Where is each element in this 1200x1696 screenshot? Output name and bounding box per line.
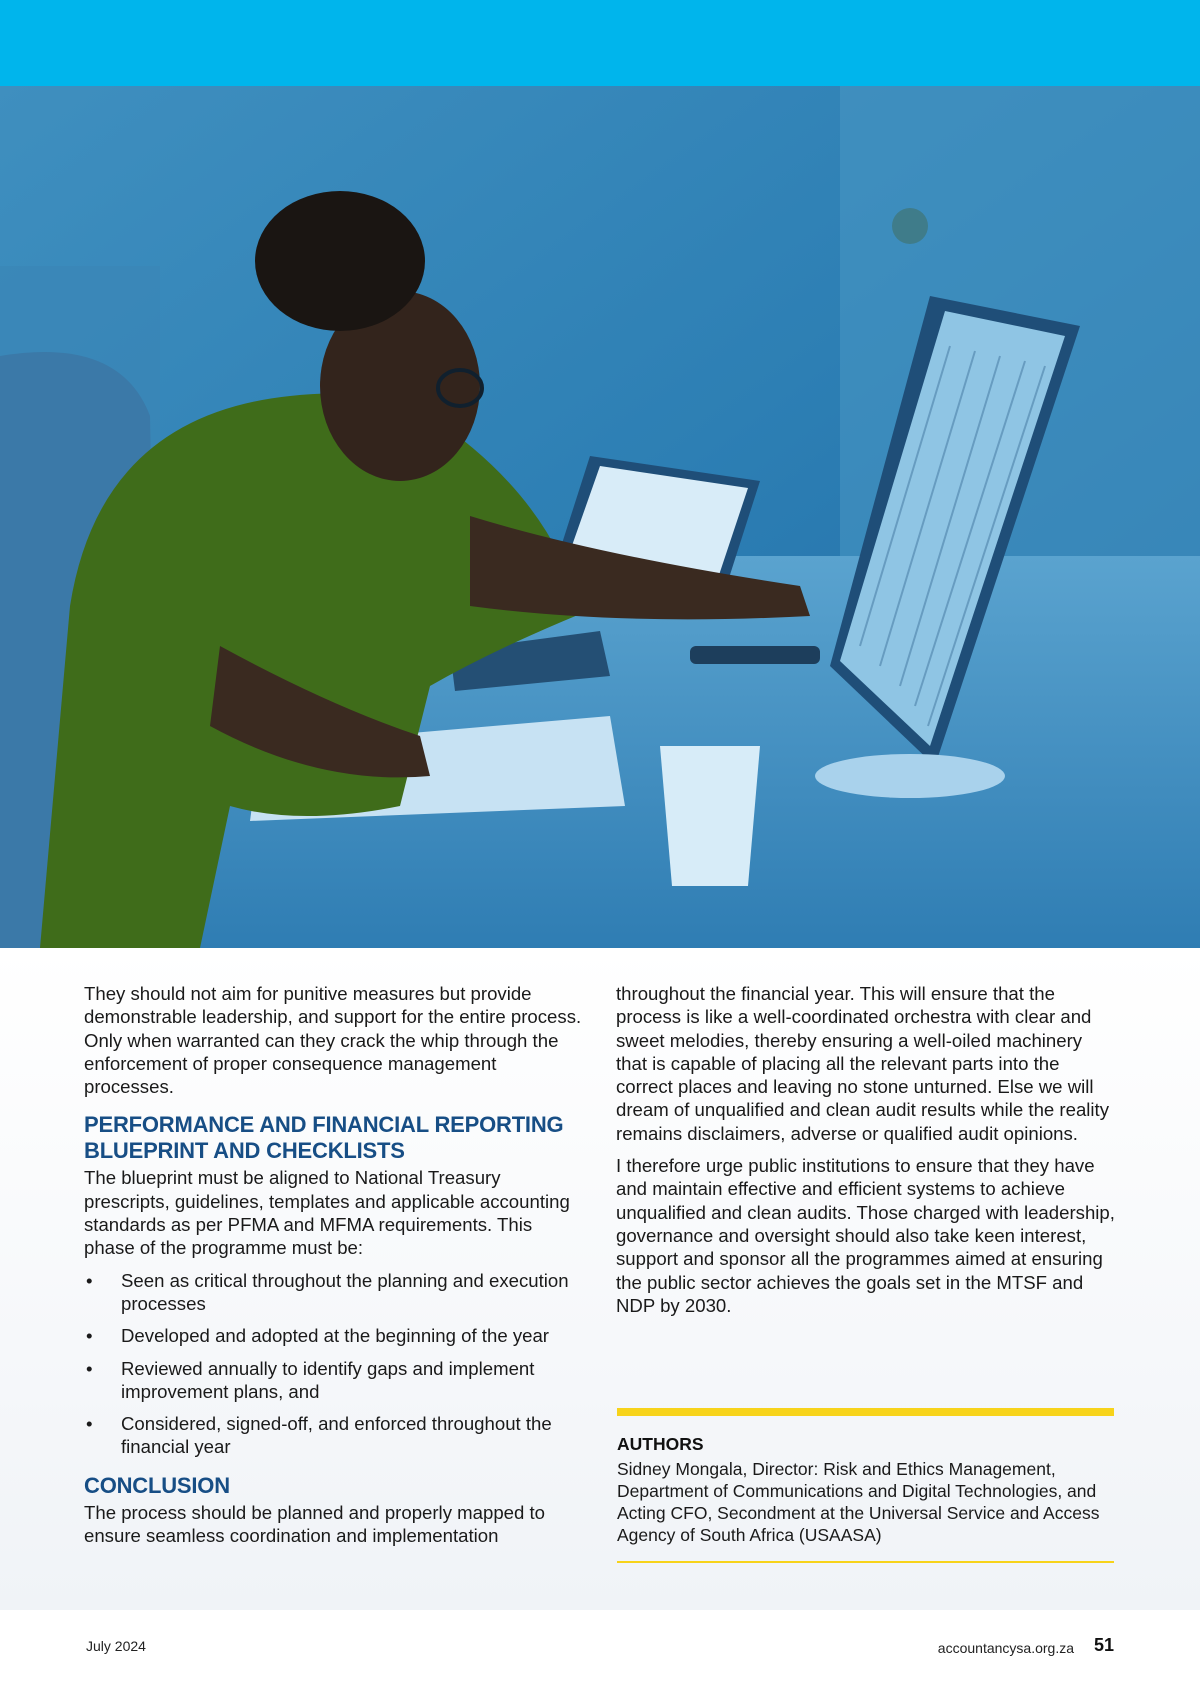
- bullet-icon: •: [86, 1357, 93, 1379]
- left-column: [84, 982, 584, 1556]
- authors-box: [617, 1408, 1114, 1563]
- continuation-paragraph: throughout the financial year. This will ensure that the process is like a well-coordinated orchestra with clear and sweet melodies, thereby ensuring a well-oiled machinery that is capable of placing all the relevant parts into the correct places and leaving no stone unturned. Else we will dream of unqualified and clean audit results while the reality remains disclaimers, adverse or qualified audit opinions.: [616, 983, 1110, 1144]
- blueprint-paragraph: The blueprint must be aligned to National Treasury prescripts, guidelines, templates and applicable accounting standards as per PFMA and MFMA requirements. This phase of the programme must be:: [84, 1167, 570, 1259]
- bullet-icon: •: [86, 1413, 93, 1435]
- page-footer: [0, 1610, 1200, 1696]
- right-column: [616, 982, 1116, 1326]
- authors-text: Sidney Mongala, Director: Risk and Ethics Management, Department of Communications and Digital Technologies, and Acting CFO, Secondment at the Universal Service and Access Agency of South Africa (USAASA): [617, 1459, 1100, 1545]
- list-item: [84, 1357, 584, 1404]
- website-link[interactable]: accountancysa.org.za: [937, 1640, 1074, 1656]
- list-item: [84, 1269, 584, 1316]
- bullet-icon: •: [86, 1325, 93, 1347]
- intro-paragraph: They should not aim for punitive measures but provide demonstrable leadership, and support for the entire process. Only when warranted can they crack the whip through the enforcement of proper consequence management processes.: [84, 983, 582, 1098]
- authors-title: AUTHORS: [617, 1434, 704, 1454]
- section-heading-conclusion: CONCLUSION: [84, 1472, 230, 1498]
- authors-top-rule: [617, 1408, 1114, 1416]
- article-body: [0, 948, 1200, 1610]
- list-item-text: Reviewed annually to identify gaps and implement improvement plans, and: [121, 1357, 535, 1402]
- article-photo: [0, 86, 1200, 948]
- issue-date: July 2024: [86, 1638, 146, 1654]
- list-item: [84, 1324, 584, 1347]
- list-item-text: Considered, signed-off, and enforced throughout the financial year: [121, 1413, 552, 1458]
- top-color-band: [0, 0, 1200, 86]
- section-heading-blueprint: PERFORMANCE AND FINANCIAL REPORTING BLUEPRINT AND CHECKLISTS: [84, 1112, 564, 1164]
- bullet-icon: •: [86, 1269, 93, 1291]
- authors-bottom-rule: [617, 1561, 1114, 1563]
- closing-paragraph: I therefore urge public institutions to ensure that they have and maintain effective and efficient systems to achieve unqualified and clean audits. Those charged with leadership, governance and oversight should also take keen interest, support and sponsor all the programmes aimed at ensuring the public sector achieves the goals set in the MTSF and NDP by 2030.: [616, 1155, 1115, 1316]
- conclusion-paragraph: The process should be planned and properly mapped to ensure seamless coordination and implementation: [84, 1501, 546, 1547]
- blueprint-bullet-list: [84, 1269, 584, 1459]
- list-item: [84, 1412, 584, 1459]
- page-number: 51: [1093, 1635, 1114, 1655]
- list-item-text: Seen as critical throughout the planning and execution processes: [121, 1269, 569, 1314]
- list-item-text: Developed and adopted at the beginning of the year: [121, 1325, 549, 1347]
